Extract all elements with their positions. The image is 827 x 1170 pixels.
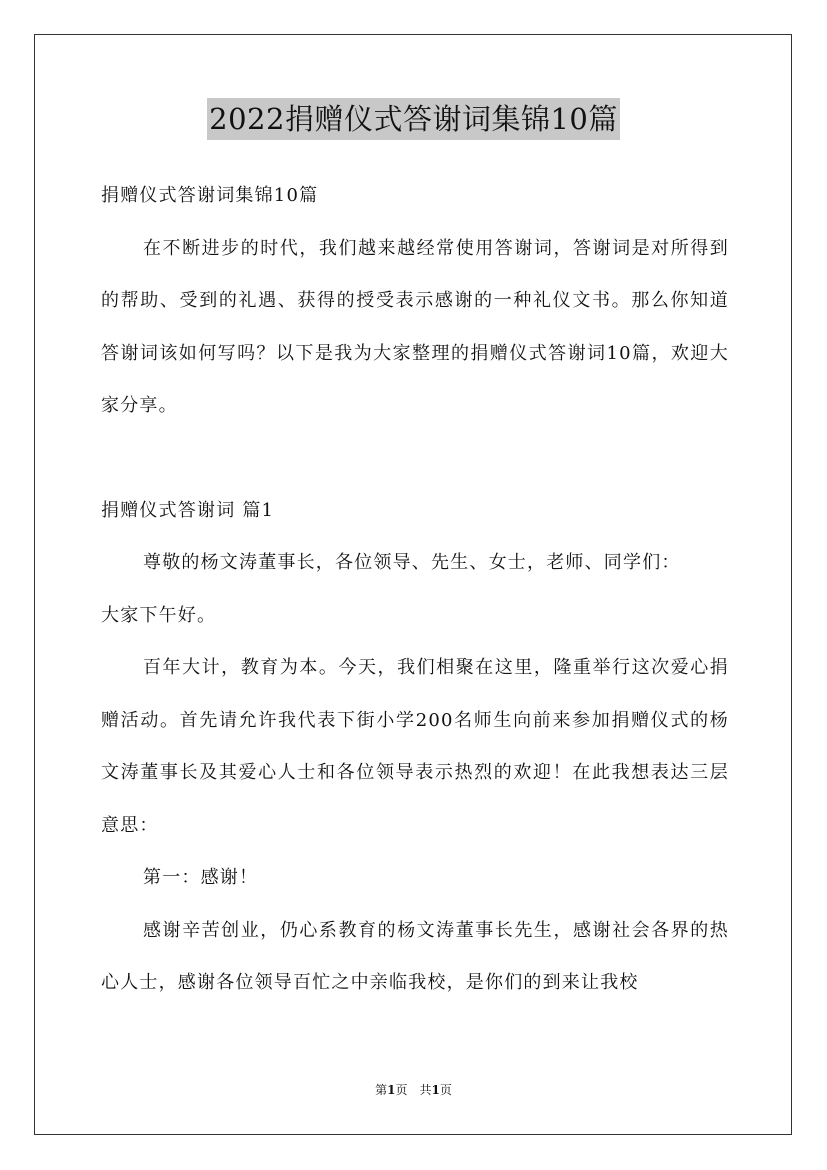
page-label-prefix: 第 — [375, 1083, 388, 1097]
salutation-paragraph: 尊敬的杨文涛董事长，各位领导、先生、女士，老师、同学们： — [143, 552, 681, 573]
intro-paragraph: 在不断进步的时代，我们越来越经常使用答谢词，答谢词是对所得到的帮助、受到的礼遇、获得的授受表示感谢的一种礼仪文书。那么你知道答谢词该如何写吗？以下是我为大家整理的捐赠仪式答谢词10篇，欢迎大家分享。 — [101, 237, 729, 416]
document-subtitle: 捐赠仪式答谢词集锦10篇 — [101, 185, 319, 206]
section-heading: 捐赠仪式答谢词 篇1 — [101, 499, 275, 521]
greeting-paragraph: 大家下午好。 — [101, 604, 217, 626]
page-footer — [0, 1082, 827, 1098]
page-total-number: 1 — [431, 1083, 440, 1097]
page-current-number: 1 — [387, 1083, 396, 1097]
body-paragraph: 百年大计，教育为本。今天，我们相聚在这里，隆重举行这次爱心捐赠活动。首先请允许我代表下街小学200名师生向前来参加捐赠仪式的杨文涛董事长及其爱心人士和各位领导表示热烈的欢迎！在此我想表达三层意思： — [101, 657, 729, 836]
page-label-mid: 页 共 — [395, 1083, 432, 1097]
body-paragraph: 感谢辛苦创业，仍心系教育的杨文涛董事长先生，感谢社会各界的热心人士，感谢各位领导百忙之中亲临我校，是你们的到来让我校 — [101, 919, 729, 993]
section-spacer — [101, 433, 729, 485]
page-label-suffix: 页 — [439, 1083, 452, 1097]
document-body — [101, 170, 729, 1010]
point-heading: 第一：感谢！ — [143, 867, 259, 888]
document-title: 2022捐赠仪式答谢词集锦10篇 — [207, 98, 620, 140]
title-container — [0, 98, 827, 140]
